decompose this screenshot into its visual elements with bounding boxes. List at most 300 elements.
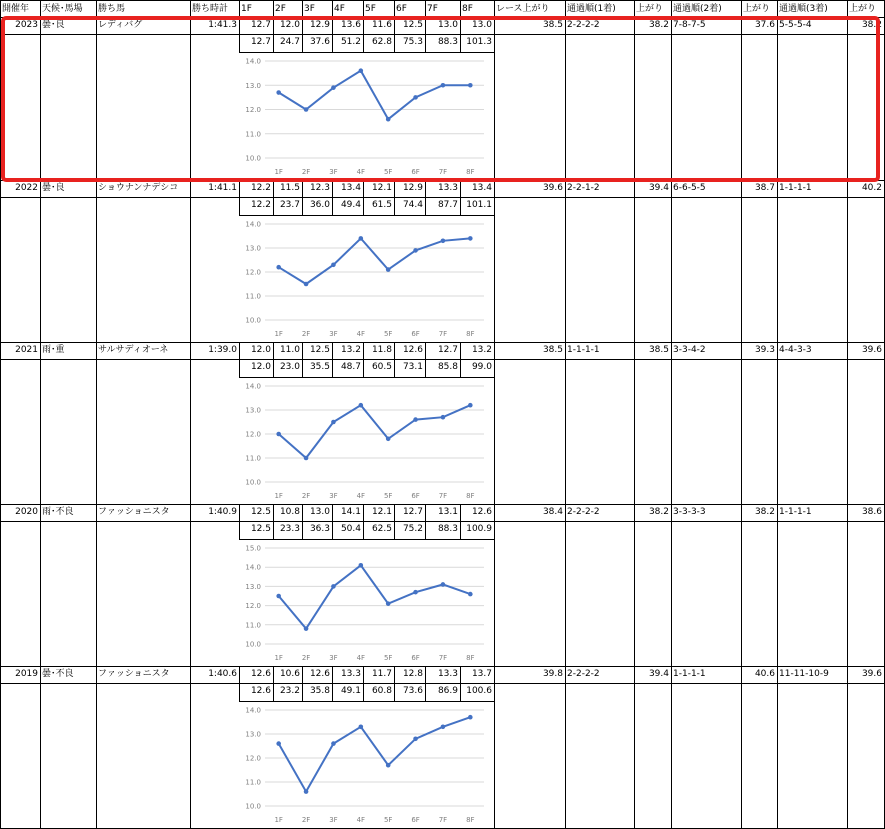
last-1st-cell[interactable]: 39.4 bbox=[634, 667, 672, 684]
empty-cell[interactable] bbox=[847, 198, 885, 343]
header-winner[interactable]: 勝ち馬 bbox=[96, 0, 191, 18]
data-point bbox=[331, 85, 336, 90]
cumulative-4f-cell[interactable]: 50.4 bbox=[332, 522, 364, 540]
lap-3f-cell[interactable]: 12.6 bbox=[302, 667, 333, 684]
time-cell[interactable]: 1:41.1 bbox=[190, 181, 240, 198]
lap-3f-cell[interactable]: 12.9 bbox=[302, 18, 333, 35]
time-cell[interactable]: 1:39.0 bbox=[190, 343, 240, 360]
pass-2nd-cell[interactable]: 1-1-1-1 bbox=[671, 667, 742, 684]
empty-cell[interactable] bbox=[0, 198, 41, 343]
pass-3rd-cell[interactable]: 4-4-3-3 bbox=[777, 343, 848, 360]
cumulative-6f-cell[interactable]: 75.2 bbox=[394, 522, 426, 540]
last-1st-cell[interactable]: 39.4 bbox=[634, 181, 672, 198]
cumulative-1f-cell[interactable]: 12.0 bbox=[239, 360, 274, 378]
x-tick-label: 6F bbox=[411, 654, 420, 662]
y-tick-label: 10.0 bbox=[245, 316, 261, 325]
year-cell[interactable]: 2023 bbox=[0, 18, 41, 35]
empty-cell[interactable] bbox=[777, 360, 848, 505]
header-2f[interactable]: 2F bbox=[273, 0, 303, 18]
empty-cell[interactable] bbox=[40, 684, 97, 829]
empty-cell[interactable] bbox=[40, 360, 97, 505]
x-tick-label: 8F bbox=[466, 168, 475, 176]
lap-8f-cell[interactable]: 13.2 bbox=[460, 343, 495, 360]
empty-cell[interactable] bbox=[741, 35, 778, 181]
x-tick-label: 8F bbox=[466, 492, 475, 500]
last-2nd-cell[interactable]: 40.6 bbox=[741, 667, 778, 684]
lap-6f-cell[interactable]: 12.5 bbox=[394, 18, 426, 35]
data-point bbox=[413, 95, 418, 100]
header-year[interactable]: 開催年 bbox=[0, 0, 41, 18]
cumulative-8f-cell[interactable]: 99.0 bbox=[460, 360, 495, 378]
last-2nd-cell[interactable]: 38.7 bbox=[741, 181, 778, 198]
empty-cell[interactable] bbox=[565, 684, 635, 829]
lap-7f-cell[interactable]: 12.7 bbox=[425, 343, 461, 360]
data-point bbox=[386, 763, 391, 768]
x-tick-label: 5F bbox=[383, 816, 393, 824]
cumulative-6f-cell[interactable]: 75.3 bbox=[394, 35, 426, 53]
cumulative-5f-cell[interactable]: 60.8 bbox=[363, 684, 395, 702]
race-last-cell[interactable]: 39.8 bbox=[494, 667, 566, 684]
cumulative-5f-cell[interactable]: 61.5 bbox=[363, 198, 395, 216]
empty-cell[interactable] bbox=[190, 684, 240, 829]
y-tick-label: 11.0 bbox=[245, 292, 261, 301]
lap-chart[interactable] bbox=[239, 216, 495, 343]
data-point bbox=[441, 83, 446, 88]
x-tick-label: 2F bbox=[301, 330, 311, 338]
empty-cell[interactable] bbox=[190, 360, 240, 505]
pass-1st-cell[interactable]: 2-2-2-2 bbox=[565, 667, 635, 684]
empty-cell[interactable] bbox=[494, 360, 566, 505]
empty-cell[interactable] bbox=[777, 684, 848, 829]
lap-5f-cell[interactable]: 11.8 bbox=[363, 343, 395, 360]
empty-cell[interactable] bbox=[634, 198, 672, 343]
pass-1st-cell[interactable]: 1-1-1-1 bbox=[565, 343, 635, 360]
empty-cell[interactable] bbox=[777, 198, 848, 343]
empty-cell[interactable] bbox=[847, 684, 885, 829]
data-point bbox=[441, 239, 446, 244]
empty-cell[interactable] bbox=[40, 198, 97, 343]
data-point bbox=[441, 415, 446, 420]
x-tick-label: 1F bbox=[274, 492, 283, 500]
cumulative-8f-cell[interactable]: 100.9 bbox=[460, 522, 495, 540]
y-tick-label: 14.0 bbox=[245, 220, 261, 229]
y-tick-label: 10.0 bbox=[245, 640, 261, 649]
lap-2f-cell[interactable]: 12.0 bbox=[273, 18, 303, 35]
data-point bbox=[413, 737, 418, 742]
cumulative-5f-cell[interactable]: 60.5 bbox=[363, 360, 395, 378]
pass-1st-cell[interactable]: 2-2-2-2 bbox=[565, 18, 635, 35]
data-point bbox=[276, 594, 281, 599]
data-point bbox=[276, 265, 281, 270]
x-tick-label: 7F bbox=[438, 492, 448, 500]
lap-7f-cell[interactable]: 13.3 bbox=[425, 181, 461, 198]
pass-2nd-cell[interactable]: 3-3-3-3 bbox=[671, 505, 742, 522]
header-time[interactable]: 勝ち時計 bbox=[190, 0, 240, 18]
empty-cell[interactable] bbox=[565, 522, 635, 667]
data-point bbox=[276, 90, 281, 95]
lap-chart[interactable] bbox=[239, 53, 495, 181]
cumulative-6f-cell[interactable]: 74.4 bbox=[394, 198, 426, 216]
lap-8f-cell[interactable]: 13.7 bbox=[460, 667, 495, 684]
x-tick-label: 1F bbox=[274, 330, 283, 338]
data-point bbox=[304, 789, 309, 794]
data-point bbox=[386, 601, 391, 606]
header-last-1st[interactable]: 上がり bbox=[634, 0, 672, 18]
year-cell[interactable]: 2022 bbox=[0, 181, 41, 198]
y-tick-label: 12.0 bbox=[245, 754, 261, 763]
x-tick-label: 4F bbox=[356, 816, 366, 824]
data-point bbox=[304, 626, 309, 631]
header-weather[interactable]: 天候･馬場 bbox=[40, 0, 97, 18]
cumulative-3f-cell[interactable]: 35.8 bbox=[302, 684, 333, 702]
empty-cell[interactable] bbox=[777, 35, 848, 181]
x-tick-label: 8F bbox=[466, 330, 475, 338]
lap-2f-cell[interactable]: 11.0 bbox=[273, 343, 303, 360]
cumulative-3f-cell[interactable]: 37.6 bbox=[302, 35, 333, 53]
lap-3f-cell[interactable]: 13.0 bbox=[302, 505, 333, 522]
pass-3rd-cell[interactable]: 11-11-10-9 bbox=[777, 667, 848, 684]
cumulative-7f-cell[interactable]: 87.7 bbox=[425, 198, 461, 216]
weather-cell[interactable]: 曇･良 bbox=[40, 18, 97, 35]
empty-cell[interactable] bbox=[40, 522, 97, 667]
header-5f[interactable]: 5F bbox=[363, 0, 395, 18]
cumulative-1f-cell[interactable]: 12.2 bbox=[239, 198, 274, 216]
cumulative-2f-cell[interactable]: 23.0 bbox=[273, 360, 303, 378]
cumulative-4f-cell[interactable]: 48.7 bbox=[332, 360, 364, 378]
data-point bbox=[413, 417, 418, 422]
x-tick-label: 7F bbox=[438, 816, 448, 824]
header-last-3rd[interactable]: 上がり bbox=[847, 0, 885, 18]
lap-chart-svg bbox=[239, 378, 494, 504]
pass-2nd-cell[interactable]: 6-6-5-5 bbox=[671, 181, 742, 198]
lap-4f-cell[interactable]: 13.6 bbox=[332, 18, 364, 35]
pass-1st-cell[interactable]: 2-2-2-2 bbox=[565, 505, 635, 522]
cumulative-5f-cell[interactable]: 62.5 bbox=[363, 522, 395, 540]
lap-chart-svg bbox=[239, 540, 494, 666]
empty-cell[interactable] bbox=[847, 360, 885, 505]
lap-6f-cell[interactable]: 12.8 bbox=[394, 667, 426, 684]
y-tick-label: 15.0 bbox=[245, 544, 261, 553]
time-cell[interactable]: 1:40.9 bbox=[190, 505, 240, 522]
race-last-cell[interactable]: 38.5 bbox=[494, 18, 566, 35]
empty-cell[interactable] bbox=[634, 684, 672, 829]
race-last-cell[interactable]: 38.5 bbox=[494, 343, 566, 360]
cumulative-4f-cell[interactable]: 49.4 bbox=[332, 198, 364, 216]
header-pass-2nd[interactable]: 通過順(2着) bbox=[671, 0, 742, 18]
lap-1f-cell[interactable]: 12.0 bbox=[239, 343, 274, 360]
year-cell[interactable]: 2020 bbox=[0, 505, 41, 522]
empty-cell[interactable] bbox=[190, 35, 240, 181]
header-6f[interactable]: 6F bbox=[394, 0, 426, 18]
weather-cell[interactable]: 曇･良 bbox=[40, 181, 97, 198]
pass-3rd-cell[interactable]: 1-1-1-1 bbox=[777, 181, 848, 198]
empty-cell[interactable] bbox=[190, 198, 240, 343]
empty-cell[interactable] bbox=[96, 360, 191, 505]
data-point bbox=[386, 117, 391, 122]
header-7f[interactable]: 7F bbox=[425, 0, 461, 18]
lap-3f-cell[interactable]: 12.5 bbox=[302, 343, 333, 360]
last-3rd-cell[interactable]: 38.6 bbox=[847, 505, 885, 522]
x-tick-label: 3F bbox=[329, 168, 338, 176]
last-3rd-cell[interactable]: 39.6 bbox=[847, 343, 885, 360]
header-race-last[interactable]: レース上がり bbox=[494, 0, 566, 18]
race-last-cell[interactable]: 39.6 bbox=[494, 181, 566, 198]
x-tick-label: 3F bbox=[329, 330, 338, 338]
lap-6f-cell[interactable]: 12.7 bbox=[394, 505, 426, 522]
y-tick-label: 11.0 bbox=[245, 621, 261, 630]
header-8f[interactable]: 8F bbox=[460, 0, 495, 18]
empty-cell[interactable] bbox=[741, 684, 778, 829]
lap-7f-cell[interactable]: 13.1 bbox=[425, 505, 461, 522]
x-tick-label: 3F bbox=[329, 654, 338, 662]
cumulative-4f-cell[interactable]: 49.1 bbox=[332, 684, 364, 702]
lap-2f-cell[interactable]: 11.5 bbox=[273, 181, 303, 198]
x-tick-label: 4F bbox=[356, 168, 366, 176]
lap-1f-cell[interactable]: 12.2 bbox=[239, 181, 274, 198]
year-cell[interactable]: 2021 bbox=[0, 343, 41, 360]
empty-cell[interactable] bbox=[777, 522, 848, 667]
empty-cell[interactable] bbox=[671, 522, 742, 667]
lap-chart[interactable] bbox=[239, 378, 495, 505]
empty-cell[interactable] bbox=[671, 360, 742, 505]
last-2nd-cell[interactable]: 38.2 bbox=[741, 505, 778, 522]
winner-cell[interactable]: ファッショニスタ bbox=[96, 505, 191, 522]
empty-cell[interactable] bbox=[494, 198, 566, 343]
cumulative-3f-cell[interactable]: 35.5 bbox=[302, 360, 333, 378]
pass-2nd-cell[interactable]: 3-3-4-2 bbox=[671, 343, 742, 360]
empty-cell[interactable] bbox=[847, 35, 885, 181]
empty-cell[interactable] bbox=[96, 198, 191, 343]
x-tick-label: 6F bbox=[411, 168, 420, 176]
cumulative-2f-cell[interactable]: 23.2 bbox=[273, 684, 303, 702]
pass-2nd-cell[interactable]: 7-8-7-5 bbox=[671, 18, 742, 35]
empty-cell[interactable] bbox=[96, 684, 191, 829]
x-tick-label: 6F bbox=[411, 330, 420, 338]
winner-cell[interactable]: レディバグ bbox=[96, 18, 191, 35]
header-1f[interactable]: 1F bbox=[239, 0, 274, 18]
x-tick-label: 5F bbox=[383, 654, 393, 662]
cumulative-8f-cell[interactable]: 101.1 bbox=[460, 198, 495, 216]
lap-8f-cell[interactable]: 13.0 bbox=[460, 18, 495, 35]
empty-cell[interactable] bbox=[96, 35, 191, 181]
winner-cell[interactable]: サルサディオーネ bbox=[96, 343, 191, 360]
cumulative-7f-cell[interactable]: 88.3 bbox=[425, 35, 461, 53]
data-point bbox=[331, 741, 336, 746]
data-point bbox=[413, 590, 418, 595]
last-1st-cell[interactable]: 38.2 bbox=[634, 18, 672, 35]
empty-cell[interactable] bbox=[494, 35, 566, 181]
empty-cell[interactable] bbox=[847, 522, 885, 667]
lap-6f-cell[interactable]: 12.6 bbox=[394, 343, 426, 360]
last-1st-cell[interactable]: 38.2 bbox=[634, 505, 672, 522]
cumulative-4f-cell[interactable]: 51.2 bbox=[332, 35, 364, 53]
lap-4f-cell[interactable]: 13.4 bbox=[332, 181, 364, 198]
cumulative-3f-cell[interactable]: 36.3 bbox=[302, 522, 333, 540]
weather-cell[interactable]: 雨･不良 bbox=[40, 505, 97, 522]
empty-cell[interactable] bbox=[40, 35, 97, 181]
empty-cell[interactable] bbox=[190, 522, 240, 667]
lap-4f-cell[interactable]: 13.2 bbox=[332, 343, 364, 360]
empty-cell[interactable] bbox=[671, 35, 742, 181]
series-line bbox=[279, 565, 471, 628]
data-point bbox=[468, 403, 473, 408]
data-point bbox=[468, 715, 473, 720]
empty-cell[interactable] bbox=[96, 522, 191, 667]
race-last-cell[interactable]: 38.4 bbox=[494, 505, 566, 522]
data-point bbox=[331, 584, 336, 589]
empty-cell[interactable] bbox=[0, 684, 41, 829]
y-tick-label: 13.0 bbox=[245, 406, 261, 415]
data-point bbox=[359, 236, 364, 241]
empty-cell[interactable] bbox=[0, 522, 41, 667]
lap-7f-cell[interactable]: 13.0 bbox=[425, 18, 461, 35]
lap-6f-cell[interactable]: 12.9 bbox=[394, 181, 426, 198]
x-tick-label: 4F bbox=[356, 492, 366, 500]
x-tick-label: 6F bbox=[411, 492, 420, 500]
y-tick-label: 11.0 bbox=[245, 778, 261, 787]
y-tick-label: 14.0 bbox=[245, 57, 261, 66]
x-tick-label: 7F bbox=[438, 330, 448, 338]
lap-chart-svg bbox=[239, 53, 494, 180]
empty-cell[interactable] bbox=[634, 360, 672, 505]
header-4f[interactable]: 4F bbox=[332, 0, 364, 18]
empty-cell[interactable] bbox=[494, 684, 566, 829]
y-tick-label: 12.0 bbox=[245, 602, 261, 611]
lap-3f-cell[interactable]: 12.3 bbox=[302, 181, 333, 198]
series-line bbox=[279, 405, 471, 458]
lap-1f-cell[interactable]: 12.7 bbox=[239, 18, 274, 35]
series-line bbox=[279, 238, 471, 284]
cumulative-8f-cell[interactable]: 100.6 bbox=[460, 684, 495, 702]
lap-chart-svg bbox=[239, 702, 494, 828]
empty-cell[interactable] bbox=[741, 360, 778, 505]
data-point bbox=[276, 432, 281, 437]
y-tick-label: 12.0 bbox=[245, 268, 261, 277]
empty-cell[interactable] bbox=[0, 360, 41, 505]
time-cell[interactable]: 1:40.6 bbox=[190, 667, 240, 684]
y-tick-label: 10.0 bbox=[245, 154, 261, 163]
data-point bbox=[468, 83, 473, 88]
x-tick-label: 8F bbox=[466, 654, 475, 662]
empty-cell[interactable] bbox=[565, 360, 635, 505]
pass-1st-cell[interactable]: 2-2-1-2 bbox=[565, 181, 635, 198]
year-cell[interactable]: 2019 bbox=[0, 667, 41, 684]
header-pass-1st[interactable]: 通過順(1着) bbox=[565, 0, 635, 18]
x-tick-label: 1F bbox=[274, 168, 283, 176]
cumulative-1f-cell[interactable]: 12.7 bbox=[239, 35, 274, 53]
cumulative-1f-cell[interactable]: 12.5 bbox=[239, 522, 274, 540]
last-2nd-cell[interactable]: 39.3 bbox=[741, 343, 778, 360]
last-2nd-cell[interactable]: 37.6 bbox=[741, 18, 778, 35]
lap-7f-cell[interactable]: 13.3 bbox=[425, 667, 461, 684]
cumulative-2f-cell[interactable]: 23.3 bbox=[273, 522, 303, 540]
cumulative-7f-cell[interactable]: 86.9 bbox=[425, 684, 461, 702]
empty-cell[interactable] bbox=[741, 198, 778, 343]
x-tick-label: 2F bbox=[301, 168, 311, 176]
empty-cell[interactable] bbox=[634, 35, 672, 181]
last-3rd-cell[interactable]: 40.2 bbox=[847, 181, 885, 198]
header-last-2nd[interactable]: 上がり bbox=[741, 0, 778, 18]
pass-3rd-cell[interactable]: 1-1-1-1 bbox=[777, 505, 848, 522]
cumulative-2f-cell[interactable]: 24.7 bbox=[273, 35, 303, 53]
empty-cell[interactable] bbox=[634, 522, 672, 667]
y-tick-label: 12.0 bbox=[245, 430, 261, 439]
y-tick-label: 11.0 bbox=[245, 130, 261, 139]
empty-cell[interactable] bbox=[0, 35, 41, 181]
weather-cell[interactable]: 曇･不良 bbox=[40, 667, 97, 684]
lap-4f-cell[interactable]: 14.1 bbox=[332, 505, 364, 522]
cumulative-7f-cell[interactable]: 85.8 bbox=[425, 360, 461, 378]
last-3rd-cell[interactable]: 39.6 bbox=[847, 667, 885, 684]
lap-5f-cell[interactable]: 12.1 bbox=[363, 505, 395, 522]
pass-3rd-cell[interactable]: 5-5-5-4 bbox=[777, 18, 848, 35]
lap-5f-cell[interactable]: 12.1 bbox=[363, 181, 395, 198]
cumulative-3f-cell[interactable]: 36.0 bbox=[302, 198, 333, 216]
series-line bbox=[279, 71, 471, 120]
last-3rd-cell[interactable]: 38.2 bbox=[847, 18, 885, 35]
lap-chart[interactable] bbox=[239, 702, 495, 829]
winner-cell[interactable]: ショウナンナデシコ bbox=[96, 181, 191, 198]
header-pass-3rd[interactable]: 通過順(3着) bbox=[777, 0, 848, 18]
time-cell[interactable]: 1:41.3 bbox=[190, 18, 240, 35]
header-3f[interactable]: 3F bbox=[302, 0, 333, 18]
y-tick-label: 14.0 bbox=[245, 563, 261, 572]
empty-cell[interactable] bbox=[741, 522, 778, 667]
y-tick-label: 14.0 bbox=[245, 706, 261, 715]
y-tick-label: 13.0 bbox=[245, 582, 261, 591]
x-tick-label: 3F bbox=[329, 816, 338, 824]
empty-cell[interactable] bbox=[565, 198, 635, 343]
x-tick-label: 2F bbox=[301, 492, 311, 500]
empty-cell[interactable] bbox=[494, 522, 566, 667]
x-tick-label: 1F bbox=[274, 654, 283, 662]
y-tick-label: 13.0 bbox=[245, 244, 261, 253]
empty-cell[interactable] bbox=[565, 35, 635, 181]
x-tick-label: 5F bbox=[383, 168, 393, 176]
x-tick-label: 3F bbox=[329, 492, 338, 500]
data-point bbox=[359, 725, 364, 730]
weather-cell[interactable]: 雨･重 bbox=[40, 343, 97, 360]
lap-5f-cell[interactable]: 11.6 bbox=[363, 18, 395, 35]
cumulative-8f-cell[interactable]: 101.3 bbox=[460, 35, 495, 53]
cumulative-6f-cell[interactable]: 73.1 bbox=[394, 360, 426, 378]
winner-cell[interactable]: ファッショニスタ bbox=[96, 667, 191, 684]
lap-8f-cell[interactable]: 13.4 bbox=[460, 181, 495, 198]
cumulative-2f-cell[interactable]: 23.7 bbox=[273, 198, 303, 216]
lap-1f-cell[interactable]: 12.6 bbox=[239, 667, 274, 684]
lap-2f-cell[interactable]: 10.6 bbox=[273, 667, 303, 684]
x-tick-label: 5F bbox=[383, 330, 393, 338]
data-point bbox=[359, 403, 364, 408]
x-tick-label: 7F bbox=[438, 168, 448, 176]
lap-8f-cell[interactable]: 12.6 bbox=[460, 505, 495, 522]
x-tick-label: 7F bbox=[438, 654, 448, 662]
cumulative-5f-cell[interactable]: 62.8 bbox=[363, 35, 395, 53]
last-1st-cell[interactable]: 38.5 bbox=[634, 343, 672, 360]
data-point bbox=[441, 725, 446, 730]
empty-cell[interactable] bbox=[671, 198, 742, 343]
cumulative-6f-cell[interactable]: 73.6 bbox=[394, 684, 426, 702]
lap-chart[interactable] bbox=[239, 540, 495, 667]
y-tick-label: 10.0 bbox=[245, 802, 261, 811]
cumulative-7f-cell[interactable]: 88.3 bbox=[425, 522, 461, 540]
cumulative-1f-cell[interactable]: 12.6 bbox=[239, 684, 274, 702]
empty-cell[interactable] bbox=[671, 684, 742, 829]
lap-5f-cell[interactable]: 11.7 bbox=[363, 667, 395, 684]
lap-1f-cell[interactable]: 12.5 bbox=[239, 505, 274, 522]
lap-4f-cell[interactable]: 13.3 bbox=[332, 667, 364, 684]
lap-2f-cell[interactable]: 10.8 bbox=[273, 505, 303, 522]
